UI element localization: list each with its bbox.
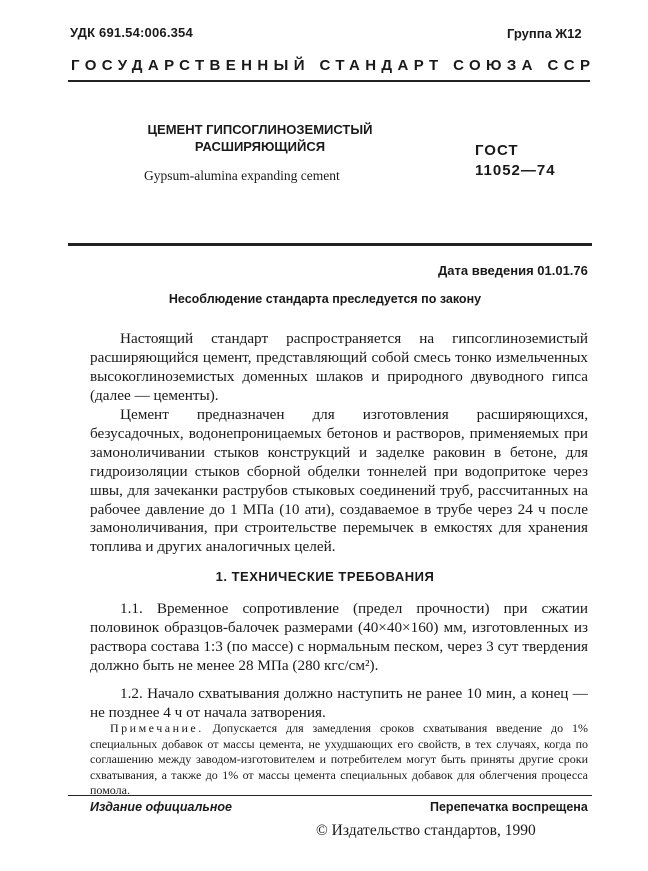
clause-1-2: 1.2. Начало схватывания должно наступить не ранее 10 мин, а конец — не позднее 4 ч от начала затворения. <box>90 685 588 721</box>
reprint-prohibited: Перепечатка воспрещена <box>430 800 588 814</box>
english-title: Gypsum-alumina expanding cement <box>144 168 340 183</box>
note <box>90 721 588 799</box>
udk-code: УДК 691.54:006.354 <box>70 25 193 40</box>
header-rule <box>68 80 590 82</box>
law-notice: Несоблюдение стандарта преследуется по закону <box>168 292 482 306</box>
copyright: © Издательство стандартов, 1990 <box>316 822 536 839</box>
group-code: Группа Ж12 <box>507 26 582 41</box>
gost-label: ГОСТ <box>475 142 519 159</box>
intro-paragraph-1: Настоящий стандарт распространяется на гипсоглиноземистый расширяющийся цемент, представляющий собой смесь тонко измельченных высокоглиноземистых доменных шлаков и природного двуводного гипса (далее — цементы). <box>90 330 588 404</box>
note-text: Допускается для замедления сроков схватывания введение до 1% специальных добавок от массы цемента, не ухудшающих его свойств, в тех случаях, когда по соглашению между заводом-изготовителем и потребителем могут быть приняты другие сроки схватывания, а также до 1% от массы цемента специальных добавок для облегчения процесса помола. <box>90 721 588 798</box>
gost-designation <box>475 141 556 181</box>
footer-rule <box>68 795 592 796</box>
state-standard-heading: ГОСУДАРСТВЕННЫЙ СТАНДАРТ СОЮЗА ССР <box>71 57 596 74</box>
introduction-date: Дата введения 01.01.76 <box>438 263 588 278</box>
edition-official: Издание официальное <box>90 800 232 814</box>
clause-1-1: 1.1. Временное сопротивление (предел прочности) при сжатии половинок образцов-балочек размерами (40×40×160) мм, изготовленных из раствора состава 1:3 (по массе) с нормальным песком, через 3 сут твердения должно быть не менее 28 МПа (280 кгс/см²). <box>90 600 588 674</box>
title-line-1: ЦЕМЕНТ ГИПСОГЛИНОЗЕМИСТЫЙ <box>147 122 373 137</box>
document-title <box>100 121 420 155</box>
gost-number: 11052—74 <box>475 162 556 179</box>
section-heading: 1. ТЕХНИЧЕСКИЕ ТРЕБОВАНИЯ <box>215 569 435 584</box>
title-rule <box>68 243 592 246</box>
title-line-2: РАСШИРЯЮЩИЙСЯ <box>194 139 326 154</box>
note-label: Примечание. <box>110 721 204 735</box>
intro-paragraph-2: Цемент предназначен для изготовления расширяющихся, безусадочных, водонепроницаемых бетонов и растворов, применяемых при замоноличивании стыков конструкций и заделке раковин в бетоне, для гидроизоляции стыков сборной обделки тоннелей при водопритоке через швы, для зачеканки раструбов стыковых соединений труб, рассчитанных на рабочее давление до 1 МПа (10 ати), создаваемое в трубе через 24 ч после замоноличивания, при строительстве перемычек в емкостях для хранения топлива и других аналогичных целей. <box>90 406 588 556</box>
